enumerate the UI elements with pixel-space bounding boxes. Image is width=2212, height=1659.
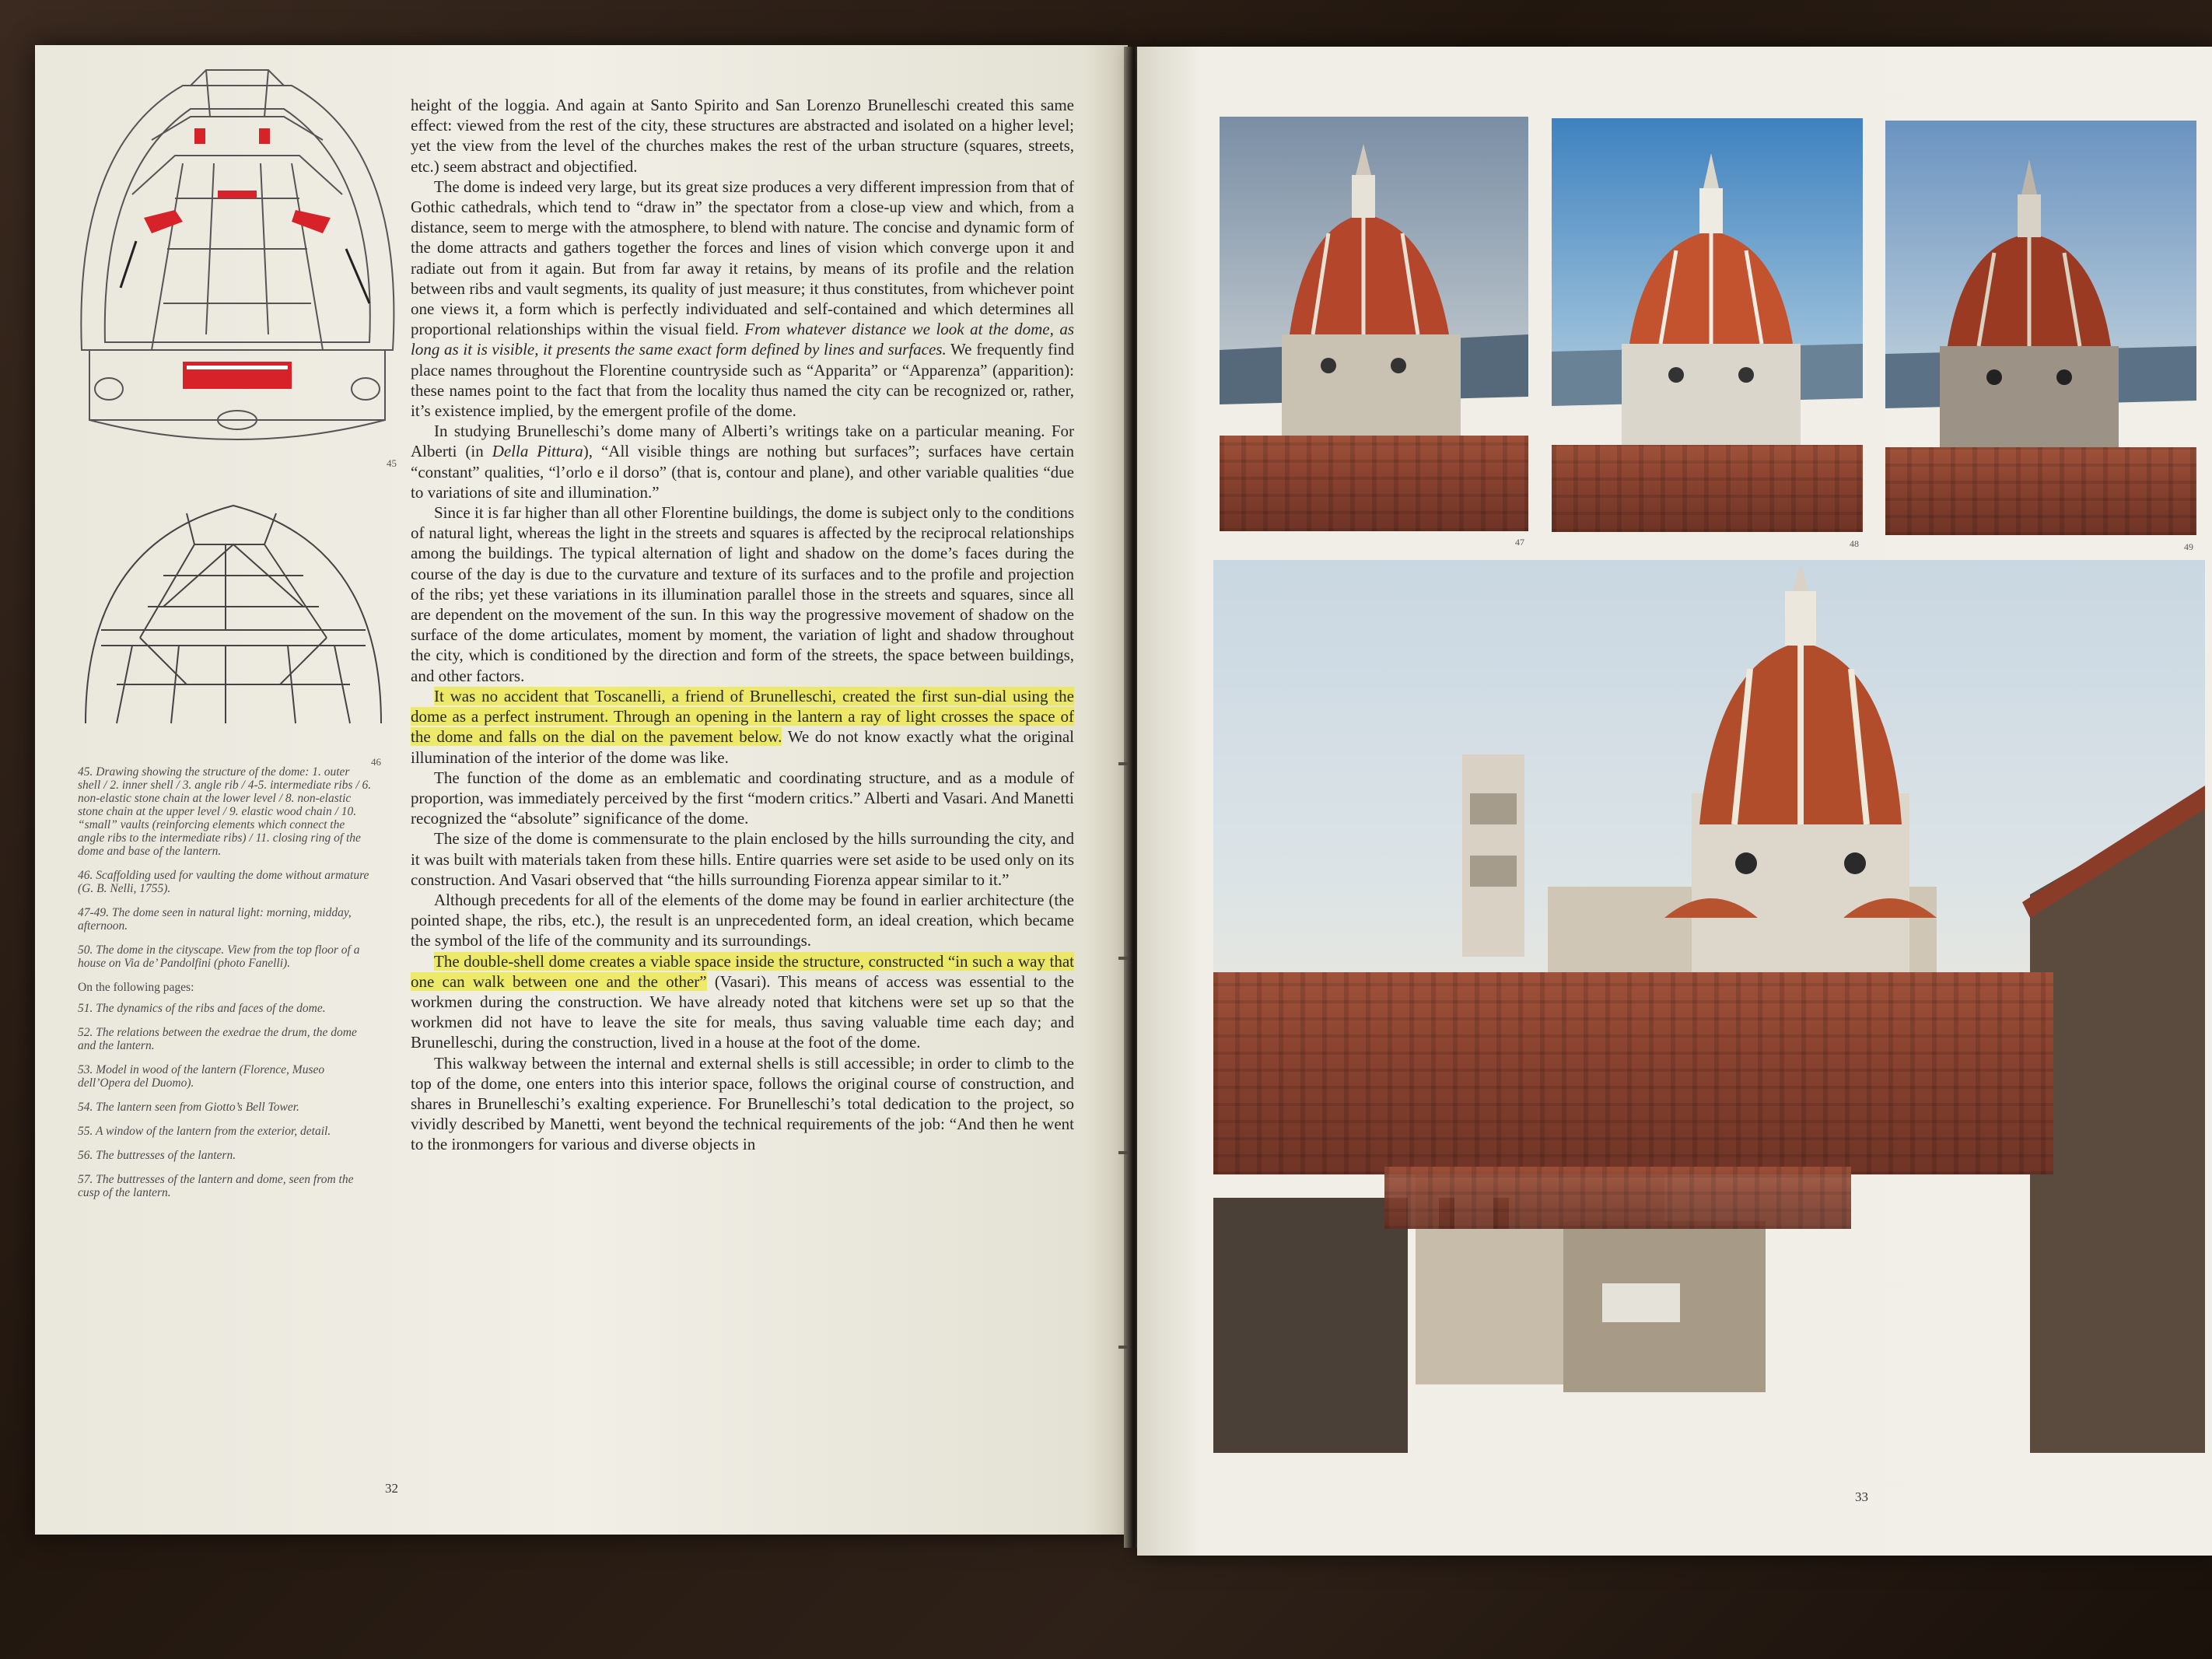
- caption-53: 53. Model in wood of the lantern (Florence, Museo dell’Opera del Duomo).: [78, 1063, 325, 1090]
- body-text-column: [411, 95, 1074, 1155]
- caption-52: 52. The relations between the exedrae the drum, the dome and the lantern.: [78, 1026, 357, 1052]
- figure-number-46: 46: [371, 756, 381, 768]
- highlight: It was no accident that Toscanelli, a friend of Brunelleschi, created the first sun-dial using the dome as a perfect instrument. Through an opening in the lantern a ray of light crosses the space of the dome and falls on the dial on the pavement below.: [411, 686, 1074, 747]
- caption-57: 57. The buttresses of the lantern and dome, seen from the cusp of the lantern.: [78, 1173, 354, 1199]
- highlighted-paragraph: It was no accident that Toscanelli, a friend of Brunelleschi, created the first sun-dial using the dome as a perfect instrument. Through an opening in the lantern a ray of light crosses the space of the dome and falls on the dial on the pavement below. We do not know exactly what the original illumination of the interior of the dome was like.: [411, 686, 1074, 767]
- photo-number-47: 47: [1515, 537, 1524, 548]
- highlight: The double-shell dome creates a viable space inside the structure, constructed “in such a way that one can walk between one and the other”: [411, 951, 1074, 991]
- paragraph: The dome is indeed very large, but its great size produces a very different impression from that of Gothic cathedrals, which tend to “draw in” the spectator from a close-up view and which, from a distance, seem to merge with the atmosphere, to blend with nature. The concise and dynamic form of the dome attracts and gathers together the forces and lines of vision which converge upon it and radiate out from it again. But from far away it retains, by means of its profile and the relation between ribs and vault segments, its quality of just measure; it thus constitutes, from whichever point one views it, a form which is perfectly individuated and self-contained and which determines all proportional relationships within the visual field. From whatever distance we look at the dome, as long as it is visible, it presents the same exact form defined by lines and surfaces. We frequently find place names throughout the Florentine countryside such as “Apparita” or “Apparenza” (apparition): these names point to the fact that from the locality thus named the city can be recognized or, rather, it’s existence implied, by the emergent profile of the dome.: [411, 177, 1075, 421]
- paragraph: In studying Brunelleschi’s dome many of Alberti’s writings take on a particular meaning. For Alberti (in Della Pittura), “All visible things are nothing but surfaces”; surfaces have certain “constant” qualities, “l’orlo e il dorso” (that is, contour and plane), and other variable qualities “due to variations of site and illumination.”: [411, 422, 1074, 502]
- highlighted-paragraph: The double-shell dome creates a viable space inside the structure, constructed “in such a way that one can walk between one and the other” (Vasari). This means of access was essential to the workmen during the construction. We have already noted that kitchens were set up so that the workmen did not have to leave the site for meals, thus saving valuable time each day; and Brunelleschi, during the construction, lived in a house at the foot of the dome.: [411, 951, 1075, 1052]
- dome-photo-midday: [1552, 118, 1863, 532]
- paragraph: The size of the dome is commensurate to the plain enclosed by the hills surrounding the city, and it was built with materials taken from these hills. Entire quarries were set aside to be used only on its construction. And Vasari observed that “the hills surrounding Fiorenza appear similar to it.”: [411, 829, 1074, 889]
- page-number-right: 33: [1855, 1489, 1868, 1504]
- caption-51: 51. The dynamics of the ribs and faces of the dome.: [78, 1002, 326, 1015]
- dome-photo-afternoon: [1885, 121, 2196, 535]
- paragraph: This walkway between the internal and external shells is still accessible; in order to climb to the top of the dome, one enters into this interior space, follows the original course of construction, and shares in Brunelleschi’s exalting experience. For Brunelleschi’s total dedication to the project, so vividly described by Manetti, went beyond the technical requirements of the job: “And then he went to the ironmongers for various and diverse objects in: [411, 1053, 1074, 1154]
- paragraph: Since it is far higher than all other Florentine buildings, the dome is subject only to the conditions of natural light, whereas the light in the streets and squares is affected by the reciprocal relationships among the buildings. The typical alternation of light and shadow on the dome’s faces during the course of the day is due to the curvature and texture of its surfaces and to the profile and projection of the ribs; yet these variations in its illumination parallel those in the streets and squares, since all are dependent on the movement of the sun. In this way the progressive movement of shadow on the surface of the dome articulates, moment by moment, the variation of light and shadow throughout the city, which is conditioned by the direction and form of the streets, the space between buildings, and other factors.: [411, 503, 1074, 685]
- binding-stitch: [1118, 957, 1128, 960]
- photo-number-48: 48: [1850, 538, 1859, 549]
- paragraph: Although precedents for all of the elements of the dome may be found in earlier architecture (the pointed shape, the ribs, etc.), the result is an unprecedented form, an ideal creation, which became the symbol of the life of the community and its surroundings.: [411, 890, 1074, 950]
- following-pages-heading: On the following pages:: [78, 981, 194, 994]
- caption-54: 54. The lantern seen from Giotto’s Bell Tower.: [78, 1101, 299, 1114]
- dome-cityscape-photo: [1213, 560, 2205, 1453]
- caption-46: 46. Scaffolding used for vaulting the dome without armature (G. B. Nelli, 1755).: [78, 869, 369, 895]
- binding-stitch: [1118, 1346, 1128, 1349]
- caption-45: 45. Drawing showing the structure of the dome: 1. outer shell / 2. inner shell / 3. angle rib / 4-5. intermediate ribs / 6. non-elastic stone chain at the lower level / 8. non-elastic stone chain at the upper level / 9. elastic wood chain / 10. “small” vaults (reinforcing elements which connect the angle ribs to the intermediate ribs) / 11. closing ring of the dome and base of the lantern.: [78, 765, 372, 858]
- dome-structure-drawing: [58, 54, 420, 474]
- caption-55: 55. A window of the lantern from the exterior, detail.: [78, 1125, 331, 1138]
- paragraph: height of the loggia. And again at Santo Spirito and San Lorenzo Brunelleschi created this same effect: viewed from the rest of the city, these structures are abstracted and isolated on a higher level; yet the view from the level of the churches makes the rest of the urban structure (squares, streets, etc.) seem abstract and objectified.: [411, 96, 1074, 176]
- scaffolding-drawing: [70, 498, 397, 731]
- binding-stitch: [1118, 762, 1128, 765]
- caption-50: 50. The dome in the cityscape. View from the top floor of a house on Via de’ Pandolfini (photo Fanelli).: [78, 943, 360, 970]
- photo-number-49: 49: [2184, 541, 2193, 552]
- figure-number-45: 45: [387, 457, 397, 469]
- dome-photo-morning: [1220, 117, 1528, 531]
- figure-captions: [78, 765, 373, 1210]
- binding-stitch: [1118, 1151, 1128, 1154]
- paragraph: The function of the dome as an emblematic and coordinating structure, and as a module of proportion, was immediately perceived by the first “modern critics.” Alberti and Vasari. And Manetti recognized the “absolute” significance of the dome.: [411, 768, 1074, 828]
- caption-56: 56. The buttresses of the lantern.: [78, 1149, 236, 1162]
- page-number-left: 32: [385, 1481, 398, 1496]
- caption-47-49: 47-49. The dome seen in natural light: morning, midday, afternoon.: [78, 906, 352, 933]
